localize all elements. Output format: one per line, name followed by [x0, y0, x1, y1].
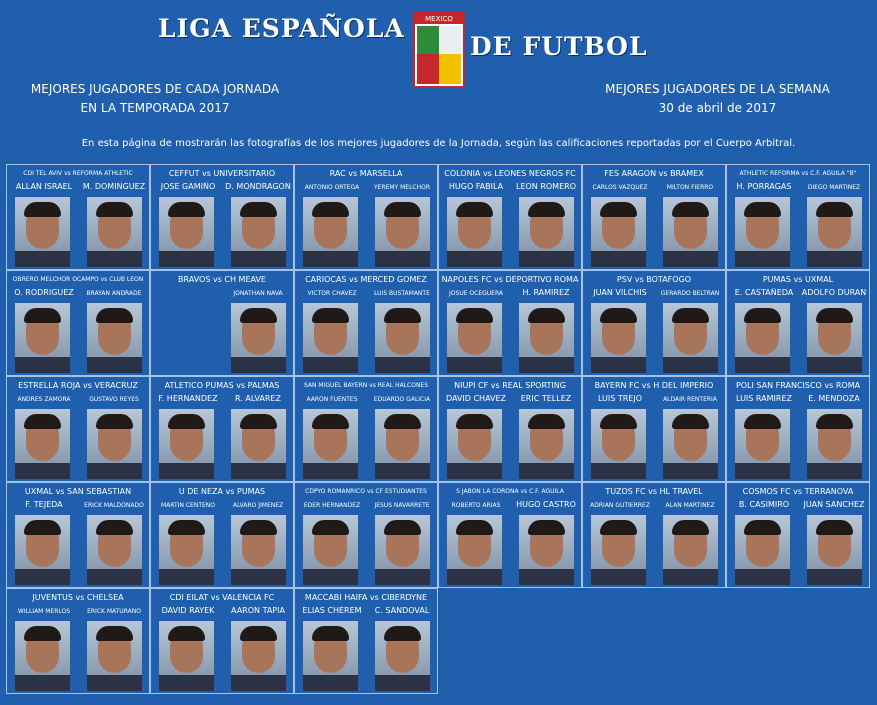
- match-title: UXMAL vs SAN SEBASTIAN: [24, 487, 132, 496]
- player-name: ALVARO JIMENEZ: [232, 502, 284, 509]
- match-title: CDPYO ROMANRICO vs CF ESTUDIANTES: [305, 488, 427, 495]
- player-photo: [447, 515, 502, 585]
- match-title: RAC vs MARSELLA: [329, 169, 403, 178]
- match-title: CEFFUT vs UNIVERSITARIO: [168, 169, 276, 178]
- player-photo: [519, 303, 574, 373]
- player-photo: [735, 409, 790, 479]
- week-heading: [590, 80, 845, 118]
- player-name: ERICK MATURANO: [87, 608, 141, 615]
- player-photo: [519, 197, 574, 267]
- match-card: [582, 270, 726, 376]
- match-card: [6, 482, 150, 588]
- match-title: PSV vs BOTAFOGO: [616, 275, 692, 284]
- match-title: NAPOLES FC vs DEPORTIVO ROMA: [441, 275, 579, 284]
- season-heading-line1: MEJORES JUGADORES DE CADA JORNADA: [30, 82, 280, 96]
- player-photo: [15, 409, 70, 479]
- player-photo: [735, 303, 790, 373]
- player-name: ELIAS CHEREM: [302, 606, 362, 615]
- match-card: [438, 482, 582, 588]
- match-title: COLONIA vs LEONES NEGROS FC: [444, 169, 576, 178]
- player-photo: [87, 409, 142, 479]
- player-photo: [159, 515, 214, 585]
- match-title: SAN MIGUEL BAYERN vs REAL HALCONES: [303, 382, 429, 389]
- match-card: [150, 588, 294, 694]
- player-name: MILTON FIERRO: [666, 184, 714, 191]
- match-card: [294, 270, 438, 376]
- player-photo: [375, 409, 430, 479]
- player-name: JONATHAN NAVA: [233, 290, 283, 297]
- player-photo: [663, 409, 718, 479]
- match-card: [6, 270, 150, 376]
- player-name: AARON FUENTES: [306, 396, 358, 403]
- match-title: TUZOS FC vs HL TRAVEL: [605, 487, 703, 496]
- player-photo: [375, 197, 430, 267]
- player-photo: [87, 303, 142, 373]
- player-photo: [231, 303, 286, 373]
- player-photo: [87, 515, 142, 585]
- match-title: MACCABI HAIFA vs CIBERDYNE: [304, 593, 428, 602]
- player-photo: [591, 515, 646, 585]
- match-card: [6, 588, 150, 694]
- player-photo: [375, 515, 430, 585]
- player-name: EDUARDO GALICIA: [373, 396, 431, 403]
- league-logo: [413, 12, 465, 88]
- player-name: H. PORRAGAS: [736, 182, 792, 191]
- match-card: [582, 164, 726, 270]
- player-photo: [447, 303, 502, 373]
- player-name: GUSTAVO REYES: [89, 396, 139, 403]
- player-photo: [15, 303, 70, 373]
- player-photo: [807, 515, 862, 585]
- match-title: U DE NEZA vs PUMAS: [178, 487, 266, 496]
- player-name: ALLAN ISRAEL: [15, 182, 73, 191]
- match-title: ESTRELLA ROJA vs VERACRUZ: [18, 381, 138, 390]
- match-card: [438, 376, 582, 482]
- player-name: YEREMY MELCHOR: [373, 184, 431, 191]
- match-title: CDI EILAT vs VALENCIA FC: [169, 593, 275, 602]
- player-name: R. ALVAREZ: [235, 394, 281, 403]
- player-name: C. SANDOVAL: [374, 606, 430, 615]
- player-photo: [231, 515, 286, 585]
- player-photo: [15, 621, 70, 691]
- week-heading-line1: MEJORES JUGADORES DE LA SEMANA: [605, 82, 830, 96]
- player-name: HUGO FABILA: [448, 182, 504, 191]
- match-title: PUMAS vs UXMAL: [762, 275, 834, 284]
- player-photo: [303, 409, 358, 479]
- player-name: ERIC TELLEZ: [520, 394, 572, 403]
- player-name: LUIS RAMIREZ: [736, 394, 792, 403]
- player-photo: [735, 197, 790, 267]
- season-heading: [20, 80, 290, 118]
- player-name: HUGO CASTRO: [516, 500, 576, 509]
- season-heading-line2: EN LA TEMPORADA 2017: [80, 101, 230, 115]
- match-title: ATHLETIC REFORMA vs C.F. AGUILA "B": [739, 170, 857, 177]
- player-photo: [591, 409, 646, 479]
- player-photo: [231, 197, 286, 267]
- match-title: NIUPI CF vs REAL SPORTING: [454, 381, 566, 390]
- player-name: O. RODRIGUEZ: [14, 288, 74, 297]
- player-photo: [663, 303, 718, 373]
- match-card: [6, 164, 150, 270]
- match-title: POLI SAN FRANCISCO vs ROMA: [735, 381, 861, 390]
- match-card: [726, 164, 870, 270]
- player-name: ERICK MALDONADO: [84, 502, 144, 509]
- match-card: [294, 588, 438, 694]
- player-photo: [375, 621, 430, 691]
- player-photo: [375, 303, 430, 373]
- match-title: FES ARAGON vs BRAMEX: [604, 169, 704, 178]
- match-card: [582, 482, 726, 588]
- player-name: ALAN MARTINEZ: [665, 502, 715, 509]
- player-photo: [663, 515, 718, 585]
- player-photo: [159, 409, 214, 479]
- player-photo: [447, 409, 502, 479]
- match-title: CARIOCAS vs MERCED GOMEZ: [305, 275, 427, 284]
- player-name: E. CASTAÑEDA: [734, 288, 794, 297]
- player-photo: [591, 197, 646, 267]
- player-name: JESUS NAVARRETE: [374, 502, 430, 509]
- player-photo: [519, 515, 574, 585]
- player-name: DIEGO MARTINEZ: [807, 184, 861, 191]
- player-name: JUAN VILCHIS: [593, 288, 647, 297]
- player-photo: [591, 303, 646, 373]
- week-heading-date: 30 de abril de 2017: [658, 101, 777, 115]
- player-name: DAVID CHAVEZ: [445, 394, 507, 403]
- player-name: ANTONIO ORTEGA: [304, 184, 360, 191]
- match-card: [294, 482, 438, 588]
- player-name: M. DOMINGUEZ: [82, 182, 146, 191]
- match-card: [150, 164, 294, 270]
- player-photo: [15, 197, 70, 267]
- player-photo: [231, 409, 286, 479]
- player-name: ROBERTO ARIAS: [451, 502, 501, 509]
- match-card: [438, 164, 582, 270]
- player-photo: [303, 197, 358, 267]
- match-card: [438, 270, 582, 376]
- match-card: [294, 376, 438, 482]
- match-title: COSMOS FC vs TERRANOVA: [742, 487, 854, 496]
- page-title-part2: DE FUTBOL: [470, 32, 648, 61]
- player-name: VICTOR CHAVEZ: [307, 290, 357, 297]
- player-name: H. RAMIREZ: [522, 288, 570, 297]
- player-photo: [735, 515, 790, 585]
- intro-text: En esta página de mostrarán las fotografías de los mejores jugadores de la Jornada, según las calificaciones reportadas por el Cuerpo Arbitral.: [81, 138, 796, 149]
- player-photo: [87, 197, 142, 267]
- match-card: [150, 376, 294, 482]
- page-title-part1: LIGA ESPAÑOLA: [158, 14, 405, 43]
- player-photo: [807, 197, 862, 267]
- player-photo: [807, 409, 862, 479]
- match-card: [726, 376, 870, 482]
- player-photo: [159, 197, 214, 267]
- match-title: JUVENTUS vs CHELSEA: [32, 593, 124, 602]
- match-card: [726, 482, 870, 588]
- player-name: CARLOS VAZQUEZ: [592, 184, 648, 191]
- match-title: OBRERO MELCHOR OCAMPO vs CLUB LEON: [12, 276, 144, 283]
- match-card: [294, 164, 438, 270]
- player-name: ADOLFO DURAN: [801, 288, 867, 297]
- players-grid: [6, 164, 870, 694]
- player-photo: [663, 197, 718, 267]
- match-card: [150, 482, 294, 588]
- player-photo: [15, 515, 70, 585]
- match-title: BAYERN FC vs H DEL IMPERIO: [594, 381, 714, 390]
- player-name: E. MENDOZA: [808, 394, 860, 403]
- player-name: LUIS BUSTAMANTE: [374, 290, 430, 297]
- player-name: F. TEJEDA: [25, 500, 63, 509]
- player-name: ANDRES ZAMORA: [17, 396, 71, 403]
- player-photo: [303, 303, 358, 373]
- player-name: ADRIAN GUTIERREZ: [590, 502, 650, 509]
- player-name: D. MONDRAGON: [225, 182, 291, 191]
- player-name: EDER HERNANDEZ: [303, 502, 361, 509]
- player-photo: [519, 409, 574, 479]
- player-name: JOSE GAMIÑO: [160, 182, 216, 191]
- player-name: WILLIAM MERLOS: [17, 608, 71, 615]
- match-title: S JABON LA CORONA vs C.F. AGUILA: [456, 488, 564, 495]
- match-title: ATLETICO PUMAS vs PALMAS: [164, 381, 280, 390]
- player-name: JOSUE OCEGUERA: [449, 290, 503, 297]
- player-name: AARON TAPIA: [231, 606, 285, 615]
- player-photo: [231, 621, 286, 691]
- match-title: BRAVOS vs CH MEAVE: [178, 275, 266, 284]
- player-photo: [303, 515, 358, 585]
- player-name: LUIS TREJO: [597, 394, 643, 403]
- player-photo: [303, 621, 358, 691]
- player-photo: [447, 197, 502, 267]
- player-name: DAVID RAYEK: [161, 606, 215, 615]
- player-name: ALDAIR RENTERIA: [663, 396, 717, 403]
- player-name: GERARDO BELTRAN: [660, 290, 720, 297]
- player-photo: [87, 621, 142, 691]
- player-name: BRAYAN ANDRADE: [86, 290, 142, 297]
- player-name: F. HERNANDEZ: [158, 394, 218, 403]
- match-card: [582, 376, 726, 482]
- player-photo: [159, 621, 214, 691]
- match-card: [150, 270, 294, 376]
- player-name: JUAN SANCHEZ: [803, 500, 865, 509]
- player-name: MARTIN CENTENO: [161, 502, 215, 509]
- player-name: B. CASIMIRO: [738, 500, 790, 509]
- logo-label: MEXICO: [415, 14, 463, 24]
- player-name: LEON ROMERO: [515, 182, 576, 191]
- match-title: CDI TEL AVIV vs REFORMA ATHLETIC: [23, 170, 133, 177]
- match-card: [726, 270, 870, 376]
- player-photo: [807, 303, 862, 373]
- match-card: [6, 376, 150, 482]
